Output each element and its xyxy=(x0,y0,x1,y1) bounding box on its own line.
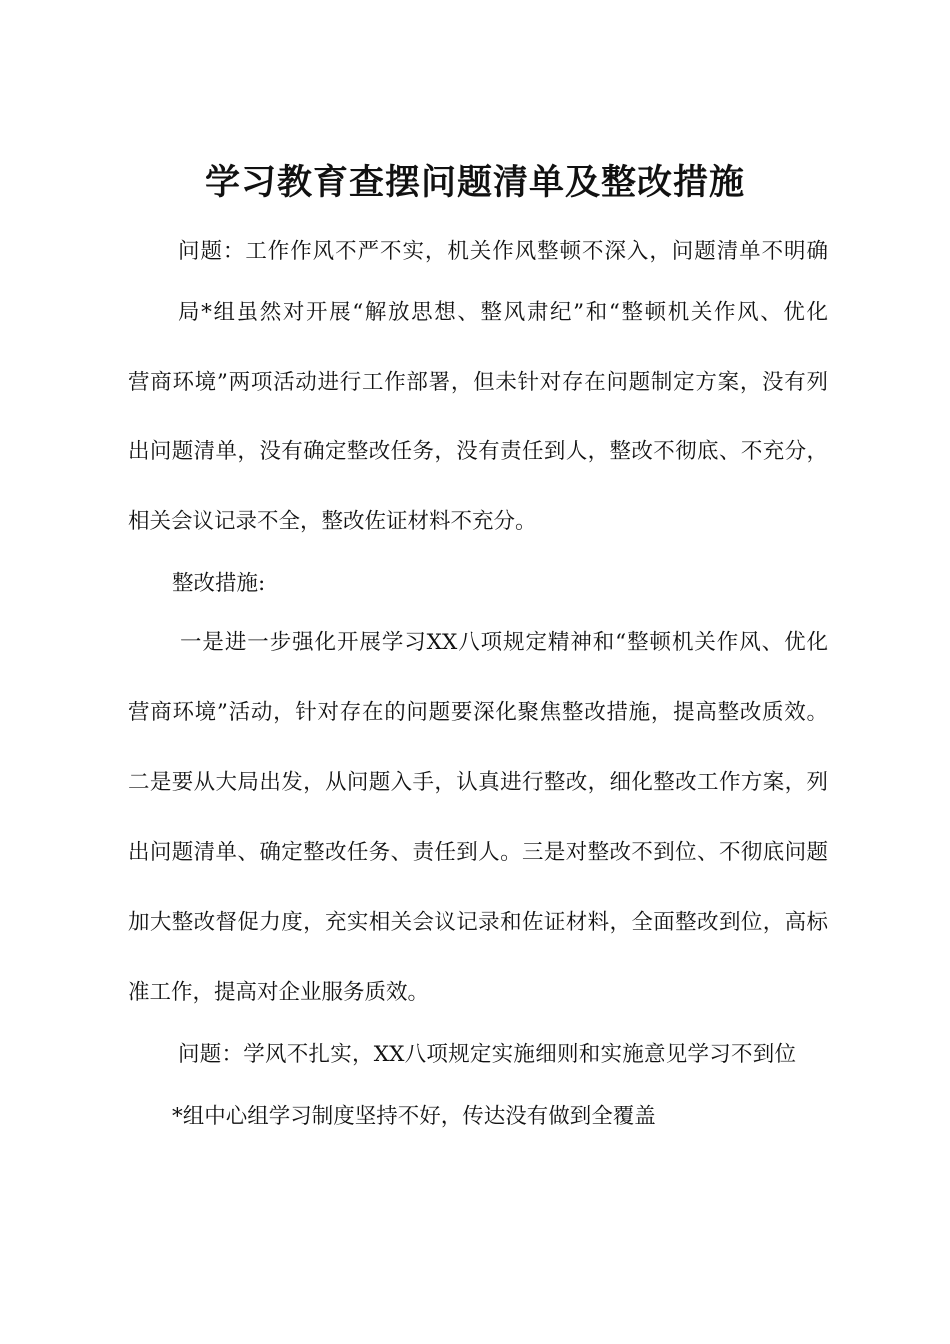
measures-heading: 整改措施: xyxy=(172,571,266,596)
paragraph-line: 局*组虽然对开展“解放思想、整风肃纪”和“整顿机关作风、优化 xyxy=(178,300,828,325)
paragraph-line: 出问题清单、确定整改任务、责任到人。三是对整改不到位、不彻底问题 xyxy=(128,840,828,865)
paragraph-line: 相关会议记录不全，整改佐证材料不充分。 xyxy=(128,509,537,534)
paragraph-line: 营商环境”两项活动进行工作部署，但未针对存在问题制定方案，没有列 xyxy=(128,370,828,395)
document-title: 学习教育查摆问题清单及整改措施 xyxy=(204,162,745,203)
problem-heading-1: 问题：工作作风不严不实，机关作风整顿不深入，问题清单不明确 xyxy=(178,239,828,264)
problem-heading-2: 问题：学风不扎实，XX八项规定实施细则和实施意见学习不到位 xyxy=(178,1042,796,1067)
paragraph-line: 加大整改督促力度，充实相关会议记录和佐证材料，全面整改到位，高标 xyxy=(128,910,828,935)
paragraph-line: 准工作，提高对企业服务质效。 xyxy=(128,980,430,1005)
paragraph-line: 一是进一步强化开展学习XX八项规定精神和“整顿机关作风、优化 xyxy=(180,630,828,655)
paragraph-line: 出问题清单，没有确定整改任务，没有责任到人，整改不彻底、不充分， xyxy=(128,439,828,464)
paragraph-line: *组中心组学习制度坚持不好，传达没有做到全覆盖 xyxy=(172,1104,656,1129)
paragraph-line: 营商环境”活动，针对存在的问题要深化聚焦整改措施，提高整改质效。 xyxy=(128,700,828,725)
paragraph-line: 二是要从大局出发，从问题入手，认真进行整改，细化整改工作方案，列 xyxy=(128,770,828,795)
